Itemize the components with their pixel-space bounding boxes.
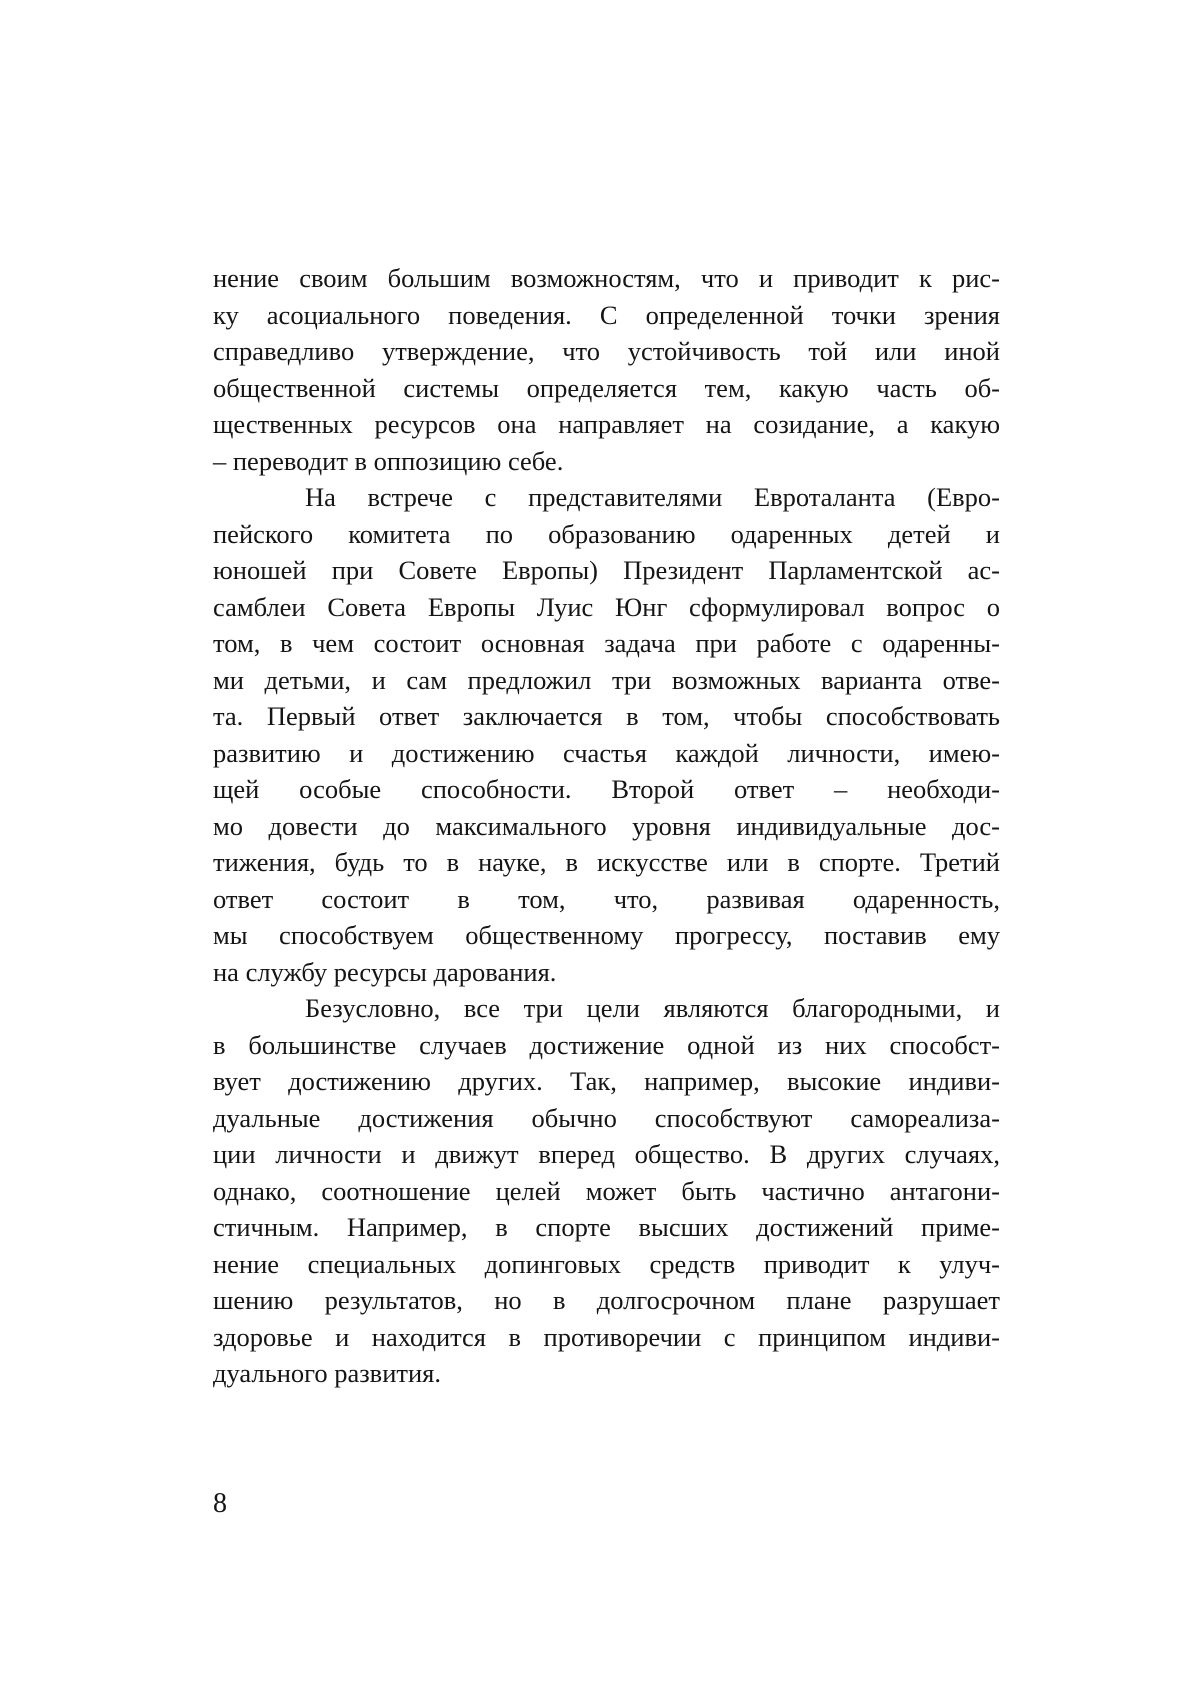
paragraph-2-line-13: мы способствуем общественному прогрессу, поставив ему [213, 920, 1000, 950]
paragraph-1-line-6: – переводит в оппозицию себе. [213, 445, 564, 476]
paragraph-2-line-2: пейского комитета по образованию одаренных детей и [213, 518, 1000, 549]
body-text [213, 260, 1000, 1392]
paragraph-3-line-3: вует достижению других. Так, например, высокие индиви- [213, 1066, 1000, 1096]
paragraph-1-line-1: нение своим большим возможностям, что и приводит к рис- [213, 263, 1000, 293]
paragraph-3-line-8: нение специальных допинговых средств приводит к улуч- [213, 1248, 1000, 1279]
paragraph-2-line-3: юношей при Совете Европы) Президент Парламентской ас- [213, 555, 1000, 585]
paragraph-3-line-4: дуальные достижения обычно способствуют самореализа- [213, 1102, 1000, 1133]
paragraph-1-line-3: справедливо утверждение, что устойчивость той или иной [213, 336, 1000, 366]
paragraph-1-line-2: ку асоциального поведения. С определенной точки зрения [213, 299, 1000, 330]
paragraph-2-line-4: самблеи Совета Европы Луис Юнг сформулировал вопрос о [213, 591, 1000, 622]
paragraph-2-line-14: на службу ресурсы дарования. [213, 956, 557, 987]
paragraph-3-line-2: в большинстве случаев достижение одной из них способст- [213, 1029, 1000, 1060]
paragraph-2-line-6: ми детьми, и сам предложил три возможных варианта отве- [213, 664, 1000, 695]
paragraph-3-line-9: шению результатов, но в долгосрочном плане разрушает [213, 1285, 1000, 1315]
paragraph-3-line-5: ции личности и движут вперед общество. В других случаях, [213, 1139, 1000, 1169]
paragraph-3-line-6: однако, соотношение целей может быть частично антагони- [213, 1175, 1000, 1206]
paragraph-2-line-8: развитию и достижению счастья каждой личности, имею- [213, 737, 1000, 768]
paragraph-3-line-1: Безусловно, все три цели являются благородными, и [305, 993, 1000, 1023]
paragraph-3-line-7: стичным. Например, в спорте высших достижений приме- [213, 1212, 1000, 1242]
paragraph-1-line-5: щественных ресурсов она направляет на созидание, а какую [213, 409, 1000, 439]
paragraph-2-line-5: том, в чем состоит основная задача при работе с одаренны- [213, 628, 1000, 658]
paragraph-1-line-4: общественной системы определяется тем, какую часть об- [213, 372, 1000, 403]
paragraph-2-line-7: та. Первый ответ заключается в том, чтобы способствовать [213, 701, 1000, 731]
paragraph-2-line-1: На встрече с представителями Евроталанта (Евро- [305, 482, 1000, 512]
paragraph-3-line-10: здоровье и находится в противоречии с принципом индиви- [213, 1321, 1000, 1352]
paragraph-3-line-11: дуального развития. [213, 1358, 441, 1388]
paragraph-2-line-10: мо довести до максимального уровня индивидуальные дос- [213, 810, 1000, 841]
paragraph-2-line-9: щей особые способности. Второй ответ – необходи- [213, 774, 1000, 804]
paragraph-2-line-11: тижения, будь то в науке, в искусстве или в спорте. Третий [213, 847, 1000, 877]
paragraph-2-line-12: ответ состоит в том, что, развивая одаренность, [213, 883, 1000, 914]
page-number: 8 [213, 1488, 227, 1519]
